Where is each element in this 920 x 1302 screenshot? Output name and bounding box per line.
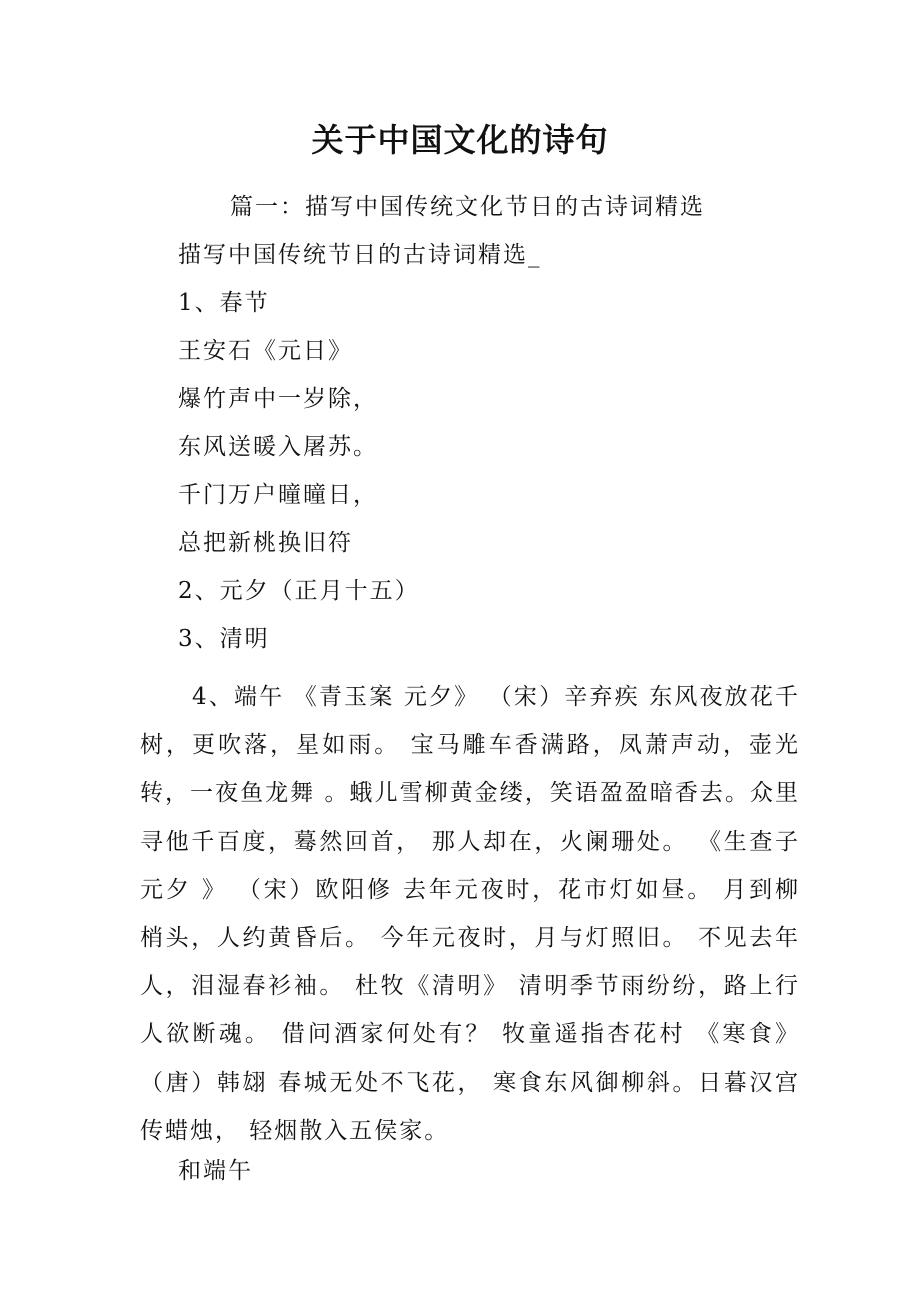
list-item: 3、清明 xyxy=(178,626,270,652)
list-item: 爆竹声中一岁除， xyxy=(178,386,378,412)
list-item: 东风送暖入屠苏。 xyxy=(178,434,378,460)
document-title: 关于中国文化的诗句 xyxy=(311,121,609,159)
closing-line: 和端午 xyxy=(178,1158,253,1184)
list-item: 王安石《元日》 xyxy=(178,338,353,364)
poem-paragraph: 4、端午 《青玉案 元夕》 （宋）辛弃疾 东风夜放花千树，更吹落，星如雨。 宝马雕车香满路，凤萧声动，壶光转，一夜鱼龙舞 。蛾儿雪柳黄金缕，笑语盈盈暗香去。众里寻他千百度，蓦然回首， 那人却在，火阑珊处。 《生查子 元夕 》 （宋）欧阳修 去年元夜时，花市灯如昼。 月到柳梢头，人约黄昏后。 今年元夜时，月与灯照旧。 不见去年人，泪湿春衫袖。 杜牧《清明》 清明季节雨纷纷，路上行人欲断魂。 借问酒家何处有？ 牧童遥指杏花村 《寒食》 （唐）韩翃 春城无处不飞花， 寒食东风御柳斜。日暮汉宫传蜡烛， 轻烟散入五侯家。 xyxy=(140,684,800,1144)
list-item: 2、元夕（正月十五） xyxy=(178,578,420,604)
list-item: 千门万户曈曈日， xyxy=(178,482,378,508)
subtitle: 描写中国传统节日的古诗词精选_ xyxy=(178,242,542,268)
list-item: 总把新桃换旧符 xyxy=(178,530,353,556)
section-heading: 篇一：描写中国传统文化节日的古诗词精选 xyxy=(230,194,705,220)
list-item: 1、春节 xyxy=(178,290,270,316)
